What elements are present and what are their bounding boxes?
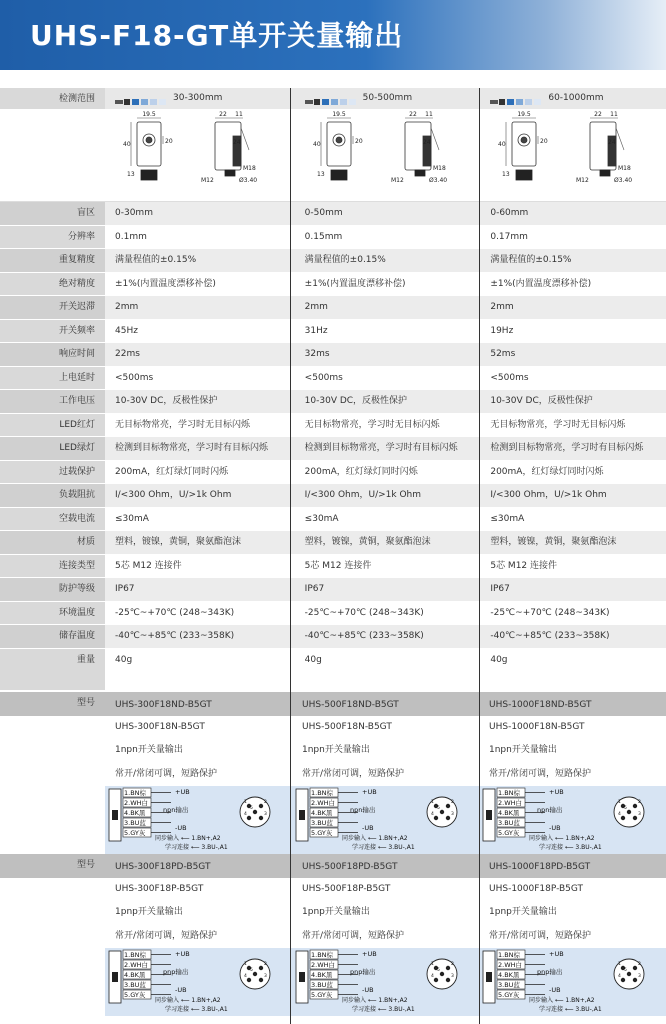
model-number: UHS-500F18PD-B5GT xyxy=(302,862,398,872)
spec-row xyxy=(0,367,666,391)
spec-value: <500ms xyxy=(304,372,343,383)
wiring-label: 1.BN棕 xyxy=(311,789,334,797)
wiring-label: 学习连接 ⟵ 3.BU-,A1 xyxy=(165,1006,228,1013)
spec-value: 0.1mm xyxy=(115,231,147,242)
wiring-diagram xyxy=(105,786,292,854)
wiring-label: 同步输入 ⟵ 1.BN+,A2 xyxy=(342,835,408,842)
spec-value: ±1%(内置温度漂移补偿) xyxy=(304,278,406,289)
spec-value: -40℃~+85℃ (233~358K) xyxy=(490,631,610,641)
sensor-icon xyxy=(299,810,305,820)
sensor-icon xyxy=(112,972,118,982)
spec-label: 上电延时 xyxy=(0,367,105,390)
wiring-label: pnp输出 xyxy=(537,968,563,976)
spec-label: 空载电流 xyxy=(0,508,105,531)
spec-value: <500ms xyxy=(115,372,154,383)
dimension-label: 24 xyxy=(233,139,241,146)
model-number: UHS-500F18ND-B5GT xyxy=(302,700,399,710)
spec-value: 塑料，镀镍，黄铜，聚氨酯泡沫 xyxy=(490,537,617,547)
wiring-label: +UB xyxy=(549,950,564,958)
spec-row xyxy=(0,343,666,367)
model-number: UHS-300F18PD-B5GT xyxy=(115,862,211,872)
range-row xyxy=(0,88,666,110)
spec-value: ≤30mA xyxy=(304,513,339,524)
spec-row xyxy=(0,226,666,250)
range-cell xyxy=(291,88,481,109)
wiring-label: 2.WH白 xyxy=(498,799,523,807)
range-label: 检测范围 xyxy=(0,88,105,109)
model-number: UHS-1000F18N-B5GT xyxy=(489,722,585,732)
wiring-label: 5 xyxy=(437,806,440,811)
wiring-label: 4 xyxy=(618,974,621,979)
spec-value: 10-30V DC，反极性保护 xyxy=(304,396,408,406)
wiring-label: 4 xyxy=(431,812,434,817)
spec-label: 盲区 xyxy=(0,202,105,225)
wiring-label: 学习连接 ⟵ 3.BU-,A1 xyxy=(539,844,602,851)
wiring-label: 2 xyxy=(451,800,454,805)
wiring-label: 学习连接 ⟵ 3.BU-,A1 xyxy=(539,1006,602,1013)
wiring-label: 4.BK黑 xyxy=(311,809,333,817)
wiring-label: 3 xyxy=(451,812,454,817)
wiring-label: 2.WH白 xyxy=(311,961,336,969)
spec-row xyxy=(0,249,666,273)
wiring-label: 学习连接 ⟵ 3.BU-,A1 xyxy=(352,844,415,851)
spec-value: 40g xyxy=(490,654,508,665)
model-section xyxy=(0,854,666,1016)
dimension-label: 11 xyxy=(610,111,619,118)
spec-value: 40g xyxy=(304,654,322,665)
range-value: 60-1000mm xyxy=(548,93,604,103)
spec-value: 塑料，镀镍，黄铜，聚氨酯泡沫 xyxy=(304,537,431,547)
spec-value: 200mA，红灯绿灯同时闪烁 xyxy=(304,466,418,477)
spec-label: 工作电压 xyxy=(0,390,105,413)
dimension-label: 20 xyxy=(540,138,548,145)
output-type: 1npn开关量输出 xyxy=(302,745,370,755)
wiring-row xyxy=(0,786,666,854)
wiring-label: 3 xyxy=(638,974,641,979)
switch-mode: 常开/常闭可调，短路保护 xyxy=(115,769,218,779)
dimension-label: M18 xyxy=(432,165,446,172)
spec-row xyxy=(0,414,666,438)
dimension-drawing xyxy=(291,110,481,201)
spec-value: 无目标物常亮，学习时无目标闪烁 xyxy=(490,419,626,430)
dimension-label: 13 xyxy=(316,171,325,178)
range-cell xyxy=(480,88,666,109)
spec-value: 无目标物常亮，学习时无目标闪烁 xyxy=(115,419,251,430)
spec-value: 5芯 M12 连接件 xyxy=(490,560,558,571)
switch-mode: 常开/常闭可调，短路保护 xyxy=(302,769,405,779)
wiring-label: 3.BU蓝 xyxy=(311,819,333,827)
spec-value: 无目标物常亮，学习时无目标闪烁 xyxy=(304,419,440,430)
spec-row xyxy=(0,202,666,226)
column-divider xyxy=(479,88,480,1024)
wiring-label: +UB xyxy=(362,788,377,796)
wiring-label: 4.BK黑 xyxy=(124,809,146,817)
dimension-label: Ø3.40 xyxy=(614,177,633,184)
spec-value: 10-30V DC，反极性保护 xyxy=(490,396,593,406)
model-label: 型号 xyxy=(76,698,95,708)
wiring-label: 3.BU蓝 xyxy=(124,981,146,989)
wiring-diagram xyxy=(292,948,479,1016)
wiring-label: 5.GY灰 xyxy=(311,829,333,837)
wiring-label: 同步输入 ⟵ 1.BN+,A2 xyxy=(529,997,595,1004)
sensor-icon xyxy=(486,810,492,820)
spec-row xyxy=(0,390,666,414)
wiring-label: 3 xyxy=(451,974,454,979)
spec-value: 0-60mm xyxy=(490,208,529,218)
wiring-label: 4 xyxy=(431,974,434,979)
spec-label: 环境温度 xyxy=(0,602,105,625)
spec-value: -25℃~+70℃ (248~343K) xyxy=(115,607,235,618)
spec-value: I/<300 Ohm，U/>1k Ohm xyxy=(490,490,607,500)
dimension-label: 22 xyxy=(219,111,227,118)
dimension-label: 13 xyxy=(127,171,135,178)
wiring-label: 学习连接 ⟵ 3.BU-,A1 xyxy=(165,844,228,851)
spec-value: 2mm xyxy=(304,302,328,312)
spec-value: 满量程值的±0.15% xyxy=(490,255,572,265)
model-number: UHS-300F18P-B5GT xyxy=(115,884,204,894)
spec-value: 22ms xyxy=(115,349,140,359)
wiring-label: 1.BN棕 xyxy=(311,951,334,959)
wiring-label: 4 xyxy=(244,974,247,979)
sensor-icon xyxy=(299,972,305,982)
spec-value: ≤30mA xyxy=(490,513,525,524)
wiring-label: -UB xyxy=(362,824,374,832)
wiring-label: 3 xyxy=(264,974,267,979)
spec-value: 31Hz xyxy=(304,325,328,336)
sensor-beam-icon xyxy=(115,94,167,104)
spec-value: 45Hz xyxy=(115,325,138,336)
spec-label: 绝对精度 xyxy=(0,273,105,296)
wiring-label: 4.BK黑 xyxy=(311,971,333,979)
spec-value: 10-30V DC，反极性保护 xyxy=(115,396,218,406)
spec-row xyxy=(0,273,666,297)
spec-label: 防护等级 xyxy=(0,578,105,601)
wiring-label: +UB xyxy=(549,788,564,796)
dimension-label: 40 xyxy=(498,141,506,148)
dimension-drawing xyxy=(105,110,291,201)
wiring-diagram xyxy=(479,786,666,854)
dimension-label: 40 xyxy=(123,141,131,148)
spec-label: 开关频率 xyxy=(0,320,105,343)
wiring-label: 5.GY灰 xyxy=(498,991,520,999)
spec-label: 分辨率 xyxy=(0,226,105,249)
spec-value: 2mm xyxy=(490,302,514,312)
wiring-label: -UB xyxy=(175,824,187,832)
wiring-label: 3.BU蓝 xyxy=(124,819,146,827)
sensor-beam-icon xyxy=(490,94,542,104)
model-label: 型号 xyxy=(76,860,95,870)
model-section xyxy=(0,692,666,854)
spec-value: 2mm xyxy=(115,302,139,312)
spec-value: 塑料，镀镍，黄铜，聚氨酯泡沫 xyxy=(115,537,242,547)
model-numbers xyxy=(0,692,666,738)
spec-table xyxy=(0,88,666,691)
dimension-label: 24 xyxy=(608,139,616,146)
spec-row xyxy=(0,555,666,579)
wiring-diagram xyxy=(479,948,666,1016)
spec-value: -25℃~+70℃ (248~343K) xyxy=(304,607,424,618)
spec-value: 19Hz xyxy=(490,325,514,336)
wiring-label: +UB xyxy=(362,950,377,958)
spec-label: 负载阻抗 xyxy=(0,484,105,507)
dimension-label: 20 xyxy=(165,138,173,145)
dimension-label: Ø3.40 xyxy=(428,177,447,184)
output-type: 1pnp开关量输出 xyxy=(489,907,557,917)
output-type: 1npn开关量输出 xyxy=(489,745,557,755)
wiring-label: 5 xyxy=(624,806,627,811)
output-type: 1pnp开关量输出 xyxy=(115,907,183,917)
spec-value: 40g xyxy=(115,654,133,665)
wiring-label: npn输出 xyxy=(350,806,376,814)
spec-value: 5芯 M12 连接件 xyxy=(304,560,372,571)
output-type: 1pnp开关量输出 xyxy=(302,907,370,917)
model-number: UHS-300F18ND-B5GT xyxy=(115,700,212,710)
spec-row xyxy=(0,320,666,344)
spec-value: 0-50mm xyxy=(304,208,343,218)
wiring-label: +UB xyxy=(175,950,190,958)
wiring-label: npn输出 xyxy=(163,806,189,814)
wiring-label: 同步输入 ⟵ 1.BN+,A2 xyxy=(342,997,408,1004)
spec-label: 材质 xyxy=(0,531,105,554)
wiring-diagram xyxy=(105,948,292,1016)
wiring-label: 3.BU蓝 xyxy=(311,981,333,989)
wiring-label: +UB xyxy=(175,788,190,796)
wiring-label: -UB xyxy=(175,986,187,994)
dimension-label: Ø3.40 xyxy=(239,177,258,184)
wiring-label: pnp输出 xyxy=(350,968,376,976)
spec-row xyxy=(0,461,666,485)
wiring-label: -UB xyxy=(549,986,561,994)
spec-row xyxy=(0,296,666,320)
wiring-label: 1.BN棕 xyxy=(124,789,147,797)
spec-value: I/<300 Ohm，U/>1k Ohm xyxy=(304,490,422,500)
wiring-label: 2.WH白 xyxy=(498,961,523,969)
spec-row xyxy=(0,578,666,602)
wiring-row xyxy=(0,948,666,1016)
wiring-label: -UB xyxy=(549,824,561,832)
sensor-beam-icon xyxy=(305,94,357,104)
spec-label: 开关迟滞 xyxy=(0,296,105,319)
spec-label: 连接类型 xyxy=(0,555,105,578)
output-type: 1npn开关量输出 xyxy=(115,745,183,755)
spec-value: 52ms xyxy=(490,349,516,359)
dimension-label: 19.5 xyxy=(517,111,532,118)
wiring-label: 5 xyxy=(250,968,253,973)
wiring-label: 5.GY灰 xyxy=(124,829,146,837)
wiring-label: 1.BN棕 xyxy=(498,789,521,797)
wiring-label: 2.WH白 xyxy=(124,799,149,807)
wiring-label: 同步输入 ⟵ 1.BN+,A2 xyxy=(155,835,221,842)
spec-label: 储存温度 xyxy=(0,625,105,648)
wiring-label: 1 xyxy=(618,962,621,967)
wiring-label: 5 xyxy=(624,968,627,973)
spec-row xyxy=(0,602,666,626)
switch-mode: 常开/常闭可调，短路保护 xyxy=(489,769,592,779)
spec-value: IP67 xyxy=(490,584,510,594)
wiring-label: 1 xyxy=(244,962,247,967)
switch-mode: 常开/常闭可调，短路保护 xyxy=(302,931,405,941)
dimension-label: 11 xyxy=(235,111,243,118)
spec-value: 检测到目标物常亮，学习时有目标闪烁 xyxy=(490,443,644,453)
wiring-label: 学习连接 ⟵ 3.BU-,A1 xyxy=(352,1006,415,1013)
dimension-label: M12 xyxy=(576,177,590,184)
model-numbers xyxy=(0,854,666,900)
wiring-label: -UB xyxy=(362,986,374,994)
dimension-label: M18 xyxy=(618,165,632,172)
dimension-label: 11 xyxy=(424,111,433,118)
spec-label: 重量 xyxy=(0,649,105,690)
range-value: 30-300mm xyxy=(173,93,223,103)
dimension-label: 19.5 xyxy=(331,111,346,118)
dimension-label: 19.5 xyxy=(142,111,156,118)
wiring-label: 4 xyxy=(244,812,247,817)
wiring-label: npn输出 xyxy=(537,806,563,814)
spec-value: -40℃~+85℃ (233~358K) xyxy=(115,631,235,641)
dimension-label: M18 xyxy=(243,165,256,172)
wiring-label: 3.BU蓝 xyxy=(498,981,520,989)
spec-value: 200mA，红灯绿灯同时闪烁 xyxy=(115,466,229,477)
dimension-label: 40 xyxy=(312,141,321,148)
wiring-label: 2 xyxy=(451,962,454,967)
spec-value: -25℃~+70℃ (248~343K) xyxy=(490,607,610,618)
spec-row xyxy=(0,531,666,555)
wiring-label: 3 xyxy=(264,812,267,817)
page-title: UHS-F18-GT单开关量输出 xyxy=(30,19,404,52)
spec-row xyxy=(0,508,666,532)
spec-value: 检测到目标物常亮，学习时有目标闪烁 xyxy=(115,443,269,453)
wiring-label: 2 xyxy=(638,800,641,805)
spec-row xyxy=(0,484,666,508)
spec-value: 满量程值的±0.15% xyxy=(304,255,386,265)
dimension-label: 24 xyxy=(422,139,431,146)
wiring-label: pnp输出 xyxy=(163,968,189,976)
spec-value: -40℃~+85℃ (233~358K) xyxy=(304,631,424,641)
spec-value: <500ms xyxy=(490,372,529,383)
dimension-label: 20 xyxy=(354,138,363,145)
switch-mode: 常开/常闭可调，短路保护 xyxy=(115,931,218,941)
spec-value: 5芯 M12 连接件 xyxy=(115,560,182,571)
model-number: UHS-1000F18ND-B5GT xyxy=(489,700,592,710)
wiring-label: 同步输入 ⟵ 1.BN+,A2 xyxy=(155,997,221,1004)
spec-value: ±1%(内置温度漂移补偿) xyxy=(115,278,216,289)
spec-value: 0.15mm xyxy=(304,231,343,242)
dimension-label: M12 xyxy=(201,177,214,184)
model-number: UHS-1000F18P-B5GT xyxy=(489,884,584,894)
spec-label: LED绿灯 xyxy=(0,437,105,460)
spec-value: 200mA，红灯绿灯同时闪烁 xyxy=(490,466,604,477)
spec-value: ≤30mA xyxy=(115,513,149,524)
page-header xyxy=(0,0,666,70)
spec-value: 检测到目标物常亮，学习时有目标闪烁 xyxy=(304,443,458,453)
wiring-label: 2 xyxy=(264,800,267,805)
wiring-label: 1 xyxy=(431,800,434,805)
wiring-label: 5 xyxy=(437,968,440,973)
switch-mode: 常开/常闭可调，短路保护 xyxy=(489,931,592,941)
spec-value: 0.17mm xyxy=(490,231,528,242)
spec-value: I/<300 Ohm，U/>1k Ohm xyxy=(115,490,232,500)
model-number: UHS-500F18P-B5GT xyxy=(302,884,391,894)
spec-label: 响应时间 xyxy=(0,343,105,366)
sensor-icon xyxy=(486,972,492,982)
model-number: UHS-300F18N-B5GT xyxy=(115,722,205,732)
dimension-label: 22 xyxy=(408,111,417,118)
spec-row xyxy=(0,625,666,649)
range-value: 50-500mm xyxy=(362,93,413,103)
wiring-label: 4.BK黑 xyxy=(498,971,520,979)
wiring-label: 5.GY灰 xyxy=(498,829,520,837)
spec-row xyxy=(0,437,666,461)
sensor-icon xyxy=(112,810,118,820)
dimension-label: M12 xyxy=(390,177,404,184)
wiring-label: 5 xyxy=(250,806,253,811)
wiring-diagram xyxy=(292,786,479,854)
wiring-label: 4.BK黑 xyxy=(498,809,520,817)
wiring-label: 1.BN棕 xyxy=(124,951,147,959)
wiring-label: 3 xyxy=(638,812,641,817)
wiring-label: 2 xyxy=(264,962,267,967)
dimension-label: 22 xyxy=(594,111,603,118)
spec-value: 0-30mm xyxy=(115,208,153,218)
spec-value: ±1%(内置温度漂移补偿) xyxy=(490,278,592,289)
spec-label: LED红灯 xyxy=(0,414,105,437)
spec-label: 重复精度 xyxy=(0,249,105,272)
wiring-label: 4.BK黑 xyxy=(124,971,146,979)
wiring-label: 同步输入 ⟵ 1.BN+,A2 xyxy=(529,835,595,842)
wiring-label: 5.GY灰 xyxy=(311,991,333,999)
wiring-label: 1 xyxy=(431,962,434,967)
dimension-drawing xyxy=(480,110,666,201)
wiring-label: 2.WH白 xyxy=(311,799,336,807)
wiring-label: 4 xyxy=(618,812,621,817)
dimension-row xyxy=(0,110,666,202)
spec-value: 满量程值的±0.15% xyxy=(115,255,197,265)
model-number: UHS-1000F18PD-B5GT xyxy=(489,862,591,872)
wiring-label: 1 xyxy=(244,800,247,805)
spec-label: 过载保护 xyxy=(0,461,105,484)
range-cell xyxy=(105,88,291,109)
dimension-label: 13 xyxy=(502,171,510,178)
column-divider xyxy=(290,88,291,1024)
wiring-label: 1 xyxy=(618,800,621,805)
spec-value: 32ms xyxy=(304,349,330,359)
wiring-label: 5.GY灰 xyxy=(124,991,146,999)
model-number: UHS-500F18N-B5GT xyxy=(302,722,392,732)
spec-value: IP67 xyxy=(115,584,135,594)
spec-row xyxy=(0,649,666,691)
wiring-label: 3.BU蓝 xyxy=(498,819,520,827)
wiring-label: 1.BN棕 xyxy=(498,951,521,959)
spec-value: IP67 xyxy=(304,584,325,594)
wiring-label: 2 xyxy=(638,962,641,967)
wiring-label: 2.WH白 xyxy=(124,961,149,969)
